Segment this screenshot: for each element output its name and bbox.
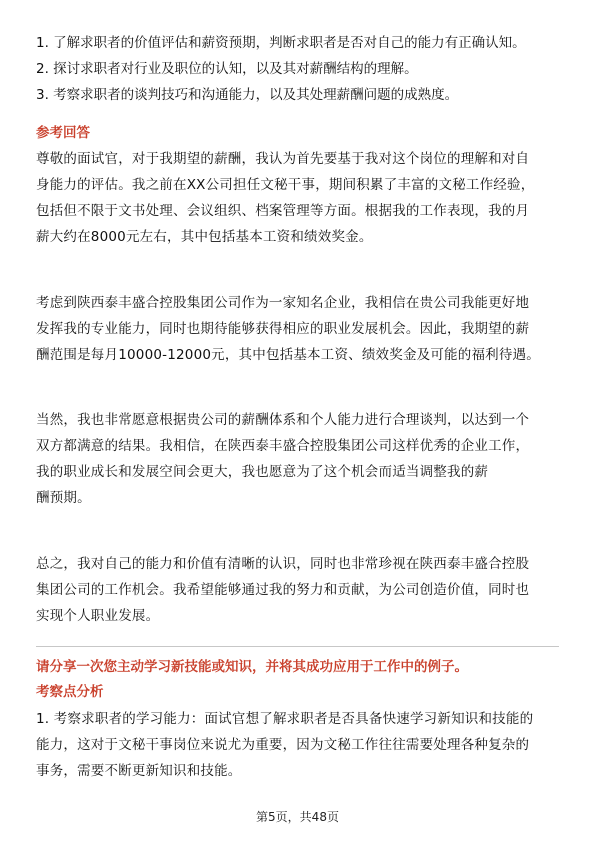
answer-paragraph [36,146,559,250]
answer-paragraph [36,407,559,511]
paragraph-line: 能力，这对于文秘干事岗位来说尤为重要，因为文秘工作往往需要处理各种复杂的 [36,737,530,753]
answer-paragraph [36,551,559,629]
paragraph-line: 尊敬的面试官，对于我期望的薪酬，我认为首先要基于我对这个岗位的理解和对自 [36,151,530,167]
paragraph-line: 当然，我也非常愿意根据贵公司的薪酬体系和个人能力进行合理谈判，以达到一个 [36,412,530,428]
intro-point: 3. 考察求职者的谈判技巧和沟通能力，以及其处理薪酬问题的成熟度。 [36,87,459,103]
paragraph-line: 酬预期。 [36,490,91,506]
paragraph-line: 双方都满意的结果。我相信，在陕西泰丰盛合控股集团公司这样优秀的企业工作， [36,438,530,454]
answer-paragraph [36,290,559,368]
paragraph-line: 身能力的评估。我之前在XX公司担任文秘干事，期间积累了丰富的文秘工作经验， [36,177,535,193]
page-footer: 第5页，共48页 [256,810,339,824]
paragraph-line: 集团公司的工作机会。我希望能够通过我的努力和贡献，为公司创造价值，同时也 [36,582,530,598]
paragraph-line: 考虑到陕西泰丰盛合控股集团公司作为一家知名企业，我相信在贵公司我能更好地 [36,295,530,311]
analysis-paragraph [36,706,559,784]
paragraph-line: 我的职业成长和发展空间会更大，我也愿意为了这个机会而适当调整我的薪 [36,464,489,480]
interview-question: 请分享一次您主动学习新技能或知识，并将其成功应用于工作中的例子。 [36,659,468,675]
paragraph-line: 实现个人职业发展。 [36,608,160,624]
intro-points [36,30,559,108]
reference-heading: 参考回答 [36,125,90,141]
paragraph-line: 薪大约在8000元左右，其中包括基本工资和绩效奖金。 [36,229,373,245]
paragraph-line: 总之，我对自己的能力和价值有清晰的认识，同时也非常珍视在陕西泰丰盛合控股 [36,556,530,572]
analysis-heading: 考察点分析 [36,684,104,700]
paragraph-line: 发挥我的专业能力，同时也期待能够获得相应的职业发展机会。因此，我期望的薪 [36,321,530,337]
intro-point: 1. 了解求职者的价值评估和薪资预期，判断求职者是否对自己的能力有正确认知。 [36,35,526,51]
paragraph-line: 酬范围是每月10000-12000元，其中包括基本工资、绩效奖金及可能的福利待遇。 [36,347,540,363]
paragraph-line: 包括但不限于文书处理、会议组织、档案管理等方面。根据我的工作表现，我的月 [36,203,530,219]
paragraph-line: 1. 考察求职者的学习能力：面试官想了解求职者是否具备快速学习新知识和技能的 [36,711,534,727]
intro-point: 2. 探讨求职者对行业及职位的认知，以及其对薪酬结构的理解。 [36,61,418,77]
section-divider [36,646,559,647]
paragraph-line: 事务，需要不断更新知识和技能。 [36,763,242,779]
